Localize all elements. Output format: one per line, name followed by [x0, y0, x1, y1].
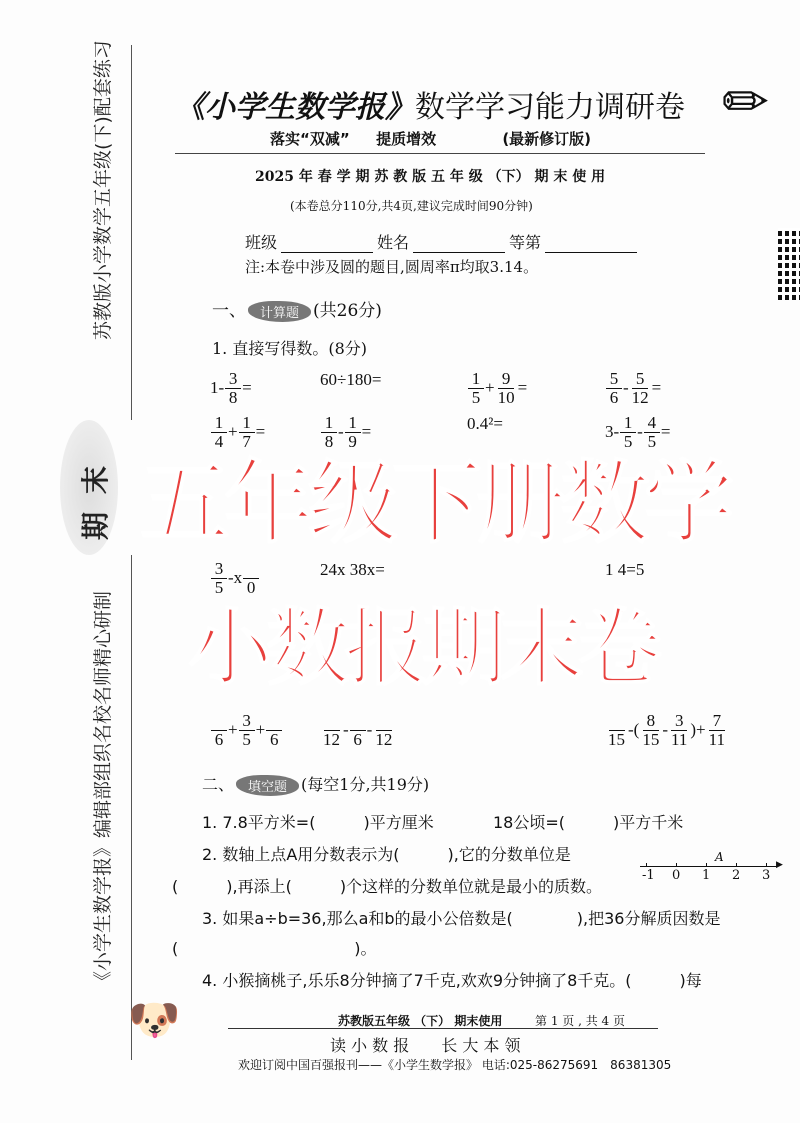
arrow-icon: ▶: [776, 860, 783, 870]
fraction: $\frac{1}{5}$: [620, 414, 636, 451]
axis-tick: [736, 863, 737, 867]
fraction: $\frac{4}{5}$: [644, 414, 660, 451]
fill-q2a: 2. 数轴上点A用分数表示为( ),它的分数单位是: [202, 845, 571, 864]
footer-line: 苏教版五年级 （下） 期末使用: [338, 1014, 503, 1028]
calc-problem: $\frac{1}{5}$ + $\frac{9}{10}$ =: [467, 370, 527, 407]
footer-rule: [228, 1028, 658, 1029]
fraction: $\frac{5}{12}$: [631, 369, 649, 407]
side-text-top: 苏教版小学数学五年级(下)配套练习: [92, 40, 114, 340]
grade-field[interactable]: [545, 230, 637, 253]
class-field[interactable]: [281, 230, 373, 253]
number-line: [640, 850, 790, 886]
overlay-title-1: 五年级下册数学: [140, 450, 728, 556]
side-text-bottom: 《小学生数学报》编辑部组织名校名师精心研制: [92, 590, 114, 990]
fraction: $\frac{1}{9}$: [345, 414, 361, 451]
fraction: $\frac{7}{11}$: [708, 711, 725, 749]
fraction: 6: [266, 712, 282, 749]
page-number: 第 1 页 , 共 4 页: [535, 1014, 625, 1028]
fraction: 6: [211, 712, 227, 749]
name-field[interactable]: [413, 230, 505, 253]
calc-problem: $\frac{1}{8}$ - $\frac{1}{9}$ =: [320, 414, 371, 451]
axis-tick: [646, 863, 647, 867]
name-label: 姓名: [377, 233, 410, 252]
section-badge: 计算题: [248, 301, 311, 322]
stamp-char: 期: [79, 493, 112, 540]
fill-q4: 4. 小猴摘桃子,乐乐8分钟摘了7千克,欢欢9分钟摘了8千克。( )每: [202, 971, 702, 990]
fraction: 6: [350, 712, 366, 749]
section-badge: 填空题: [236, 775, 299, 796]
fraction: 12: [321, 712, 342, 749]
calc-problem: 3- $\frac{1}{5}$ - $\frac{4}{5}$ =: [605, 413, 671, 451]
fraction: $\frac{3}{5}$: [211, 560, 227, 597]
brand-logo: 《小学生数学报》: [175, 90, 415, 125]
fraction: $\frac{3}{8}$: [225, 370, 241, 407]
exam-info: (本卷总分110分,共4页,建议完成时间90分钟): [290, 199, 533, 213]
fraction: $\frac{3}{5}$: [239, 712, 255, 749]
fraction: $\frac{1}{8}$: [321, 414, 337, 451]
calc-problem: 24x 38x=: [320, 560, 385, 579]
fraction: 15: [606, 712, 627, 749]
class-label: 班级: [245, 233, 278, 252]
fill-q3a: 3. 如果a÷b=36,那么a和b的最小公倍数是( ),把36分解质因数是: [202, 909, 721, 928]
axis-tick: [676, 863, 677, 867]
calc-problem: 0.4²=: [467, 414, 503, 433]
subscription-ad: 欢迎订阅中国百强报刊——《小学生数学报》 电话:025-86275691 86381305: [238, 1058, 672, 1072]
fraction: $\frac{1}{7}$: [239, 414, 255, 451]
calc-problem: 15 -( $\frac{8}{15}$ - $\frac{3}{11}$ )+ $\frac{7}{11}$: [608, 711, 725, 749]
overlay-title-2: 小数报期末卷: [188, 598, 657, 697]
axis-tick-label: 3: [762, 868, 771, 883]
fraction: $\frac{5}{6}$: [606, 370, 622, 407]
calc-problem: $\frac{1}{4}$ + $\frac{1}{7}$ =: [210, 414, 265, 451]
mascot-icon: 🐶: [128, 995, 181, 1044]
fill-q1b: 18公顷=( )平方千米: [493, 813, 684, 832]
student-fields: [245, 230, 637, 253]
calc-problem: $\frac{3}{5}$ -x 0: [210, 560, 260, 597]
grade-label: 等第: [509, 233, 542, 252]
header-rule: [175, 153, 705, 154]
motto: 读 小 数 报 长 大 本 领: [330, 1036, 521, 1055]
axis-tick-label: -1: [642, 868, 655, 883]
calc-problem: 1- $\frac{3}{8}$ =: [210, 369, 252, 407]
stamp-char: 末: [79, 447, 112, 494]
fraction: $\frac{1}{4}$: [211, 414, 227, 451]
fill-q1a: 1. 7.8平方米=( )平方厘米: [202, 813, 434, 832]
point-label: A: [715, 850, 724, 864]
qr-code: [778, 228, 800, 300]
fill-q2b: ( ),再添上( )个这样的分数单位就是最小的质数。: [172, 877, 603, 896]
mascot-pencil-icon: ✏: [722, 70, 769, 135]
note: 注:本卷中涉及圆的题目,圆周率π均取3.14。: [245, 258, 539, 276]
axis-tick-label: 2: [732, 868, 741, 883]
axis-tick-label: 1: [702, 868, 711, 883]
subtitle: 2025 年 春 学 期 苏 教 版 五 年 级 （下） 期 末 使 用: [255, 169, 606, 185]
fill-q3b: ( )。: [172, 939, 377, 958]
title-text: 数学学习能力调研卷: [415, 90, 685, 125]
fraction: 0: [243, 560, 259, 597]
fraction: $\frac{8}{15}$: [642, 711, 660, 749]
axis-tick: [706, 863, 707, 867]
fraction: $\frac{3}{11}$: [671, 711, 688, 749]
question-1: 1. 直接写得数。(8分): [212, 339, 368, 358]
fraction: $\frac{1}{5}$: [468, 370, 484, 407]
calc-problem: 60÷180=: [320, 370, 382, 389]
header-title: [175, 82, 685, 126]
slogan: 落实“双减” 提质增效 (最新修订版): [270, 130, 592, 148]
calc-problem: 6 + $\frac{3}{5}$ + 6: [210, 712, 283, 749]
axis-tick: [766, 863, 767, 867]
calc-problem: $\frac{5}{6}$ - $\frac{5}{12}$ =: [605, 370, 661, 407]
stamp: [60, 420, 118, 555]
section2-heading: 二、 填空题 (每空1分,共19分): [202, 775, 430, 795]
calc-problem: 1 4=5: [605, 560, 645, 579]
margin-line: [131, 45, 132, 420]
margin-line: [131, 555, 132, 1060]
fraction: $\frac{9}{10}$: [497, 369, 515, 407]
calc-problem: 12 - 6 - 12: [320, 712, 395, 749]
fraction: 12: [373, 712, 394, 749]
axis-tick-label: 0: [672, 868, 681, 883]
section1-heading: 一、 计算题 (共26分): [212, 301, 382, 321]
